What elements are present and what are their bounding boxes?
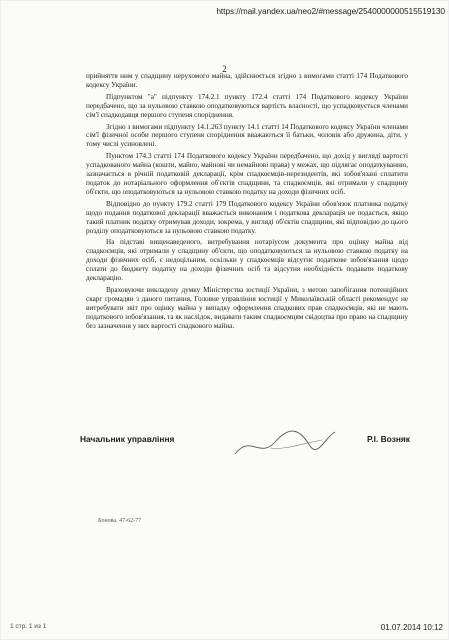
page-number: 2 xyxy=(222,64,227,74)
signature-block xyxy=(80,434,410,474)
page-counter: 1 стр. 1 из 1 xyxy=(10,623,47,630)
paragraph: Враховуючи викладену думку Міністерства юстиції України, з метою запобігання потенційних скарг громадян з даного питання, Головне управління юстиції у Миколаївській області рекомендує не витребувати звіт про оцінку майна у випадку оформлення спадкових прав спадкоємців, які не мають податкового зобов'язання, та як наслідок, видавати таким спадкоємцям свідоцтва про право на спадщину без зазначення у них вартості спадкового майна. xyxy=(86,285,408,330)
paragraph: Згідно з вимогами підпункту 14.1.263 пункту 14.1 статті 14 Податкового кодексу України членами сім'ї фізичної особи першого ступеня споріднення вважаються її батьки, чоловік або дружина, діти, у тому числі усиновлені. xyxy=(86,122,408,149)
browser-url-header: https://mail.yandex.ua/neo2/#message/2540000000515519130 xyxy=(216,6,445,16)
print-datetime: 01.07.2014 10:12 xyxy=(380,623,443,632)
handwritten-signature xyxy=(230,424,340,464)
document-code: Бонова. 47-62-77 xyxy=(98,518,142,524)
paragraph: Відповідно до пункту 179.2 статті 179 Податкового кодексу України обов'язок платника податку щодо подання податкової декларації вважається виконаним і податкова декларація не подається, якщо такий платник податку отримував доходи, зокрема, у вигляді об'єктів спадщини, які відповідно до цього розділу оподатковуються за нульовою ставкою податку. xyxy=(86,199,408,235)
paragraph: На підставі вищенаведеного, витребування нотаріусом документа про оцінку майна від спадкоємців, які отримали у спадщину об'єкти, що оподатковуються за нульовою ставкою податку на доходи фізичних осіб, є недоцільним, оскільки у спадкоємців відсутнє податкове зобов'язання щодо сплати до бюджету податку на доходи фізичних осіб та відсутня необхідність подавати податкову декларацію. xyxy=(86,238,408,283)
letter-body xyxy=(86,72,408,333)
signatory-name: Р.І. Возняк xyxy=(367,434,410,444)
paragraph: Підпунктом "а" підпункту 174.2.1 пункту 172.4 статті 174 Податкового кодексу України передбачено, що за нульовою ставкою оподатковуються вартість власності, що успадковується членами сім'ї спадкодавця першого ступеня споріднення. xyxy=(86,92,408,119)
paragraph: прийняття ним у спадщину нерухомого майна, здійснюється згідно з вимогами статті 174 Податкового кодексу України. xyxy=(86,72,408,89)
paragraph: Пунктом 174.3 статті 174 Податкового кодексу України передбачено, що дохід у вигляді вартості успадкованого майна (кошти, майно, майнові чи немайнові права) у межах, що підлягає оподаткуванню, зазначається в річній податковій декларації, крім спадкоємців-нерезидентів, які зобов'язані сплатити податок до нотаріального оформлення об'єктів спадщини, та спадкоємців, які отримали у спадщину об'єкти, що оподатковуються за нульовою ставкою податку на доходи фізичних осіб. xyxy=(86,152,408,196)
signatory-title: Начальник управління xyxy=(80,434,175,444)
